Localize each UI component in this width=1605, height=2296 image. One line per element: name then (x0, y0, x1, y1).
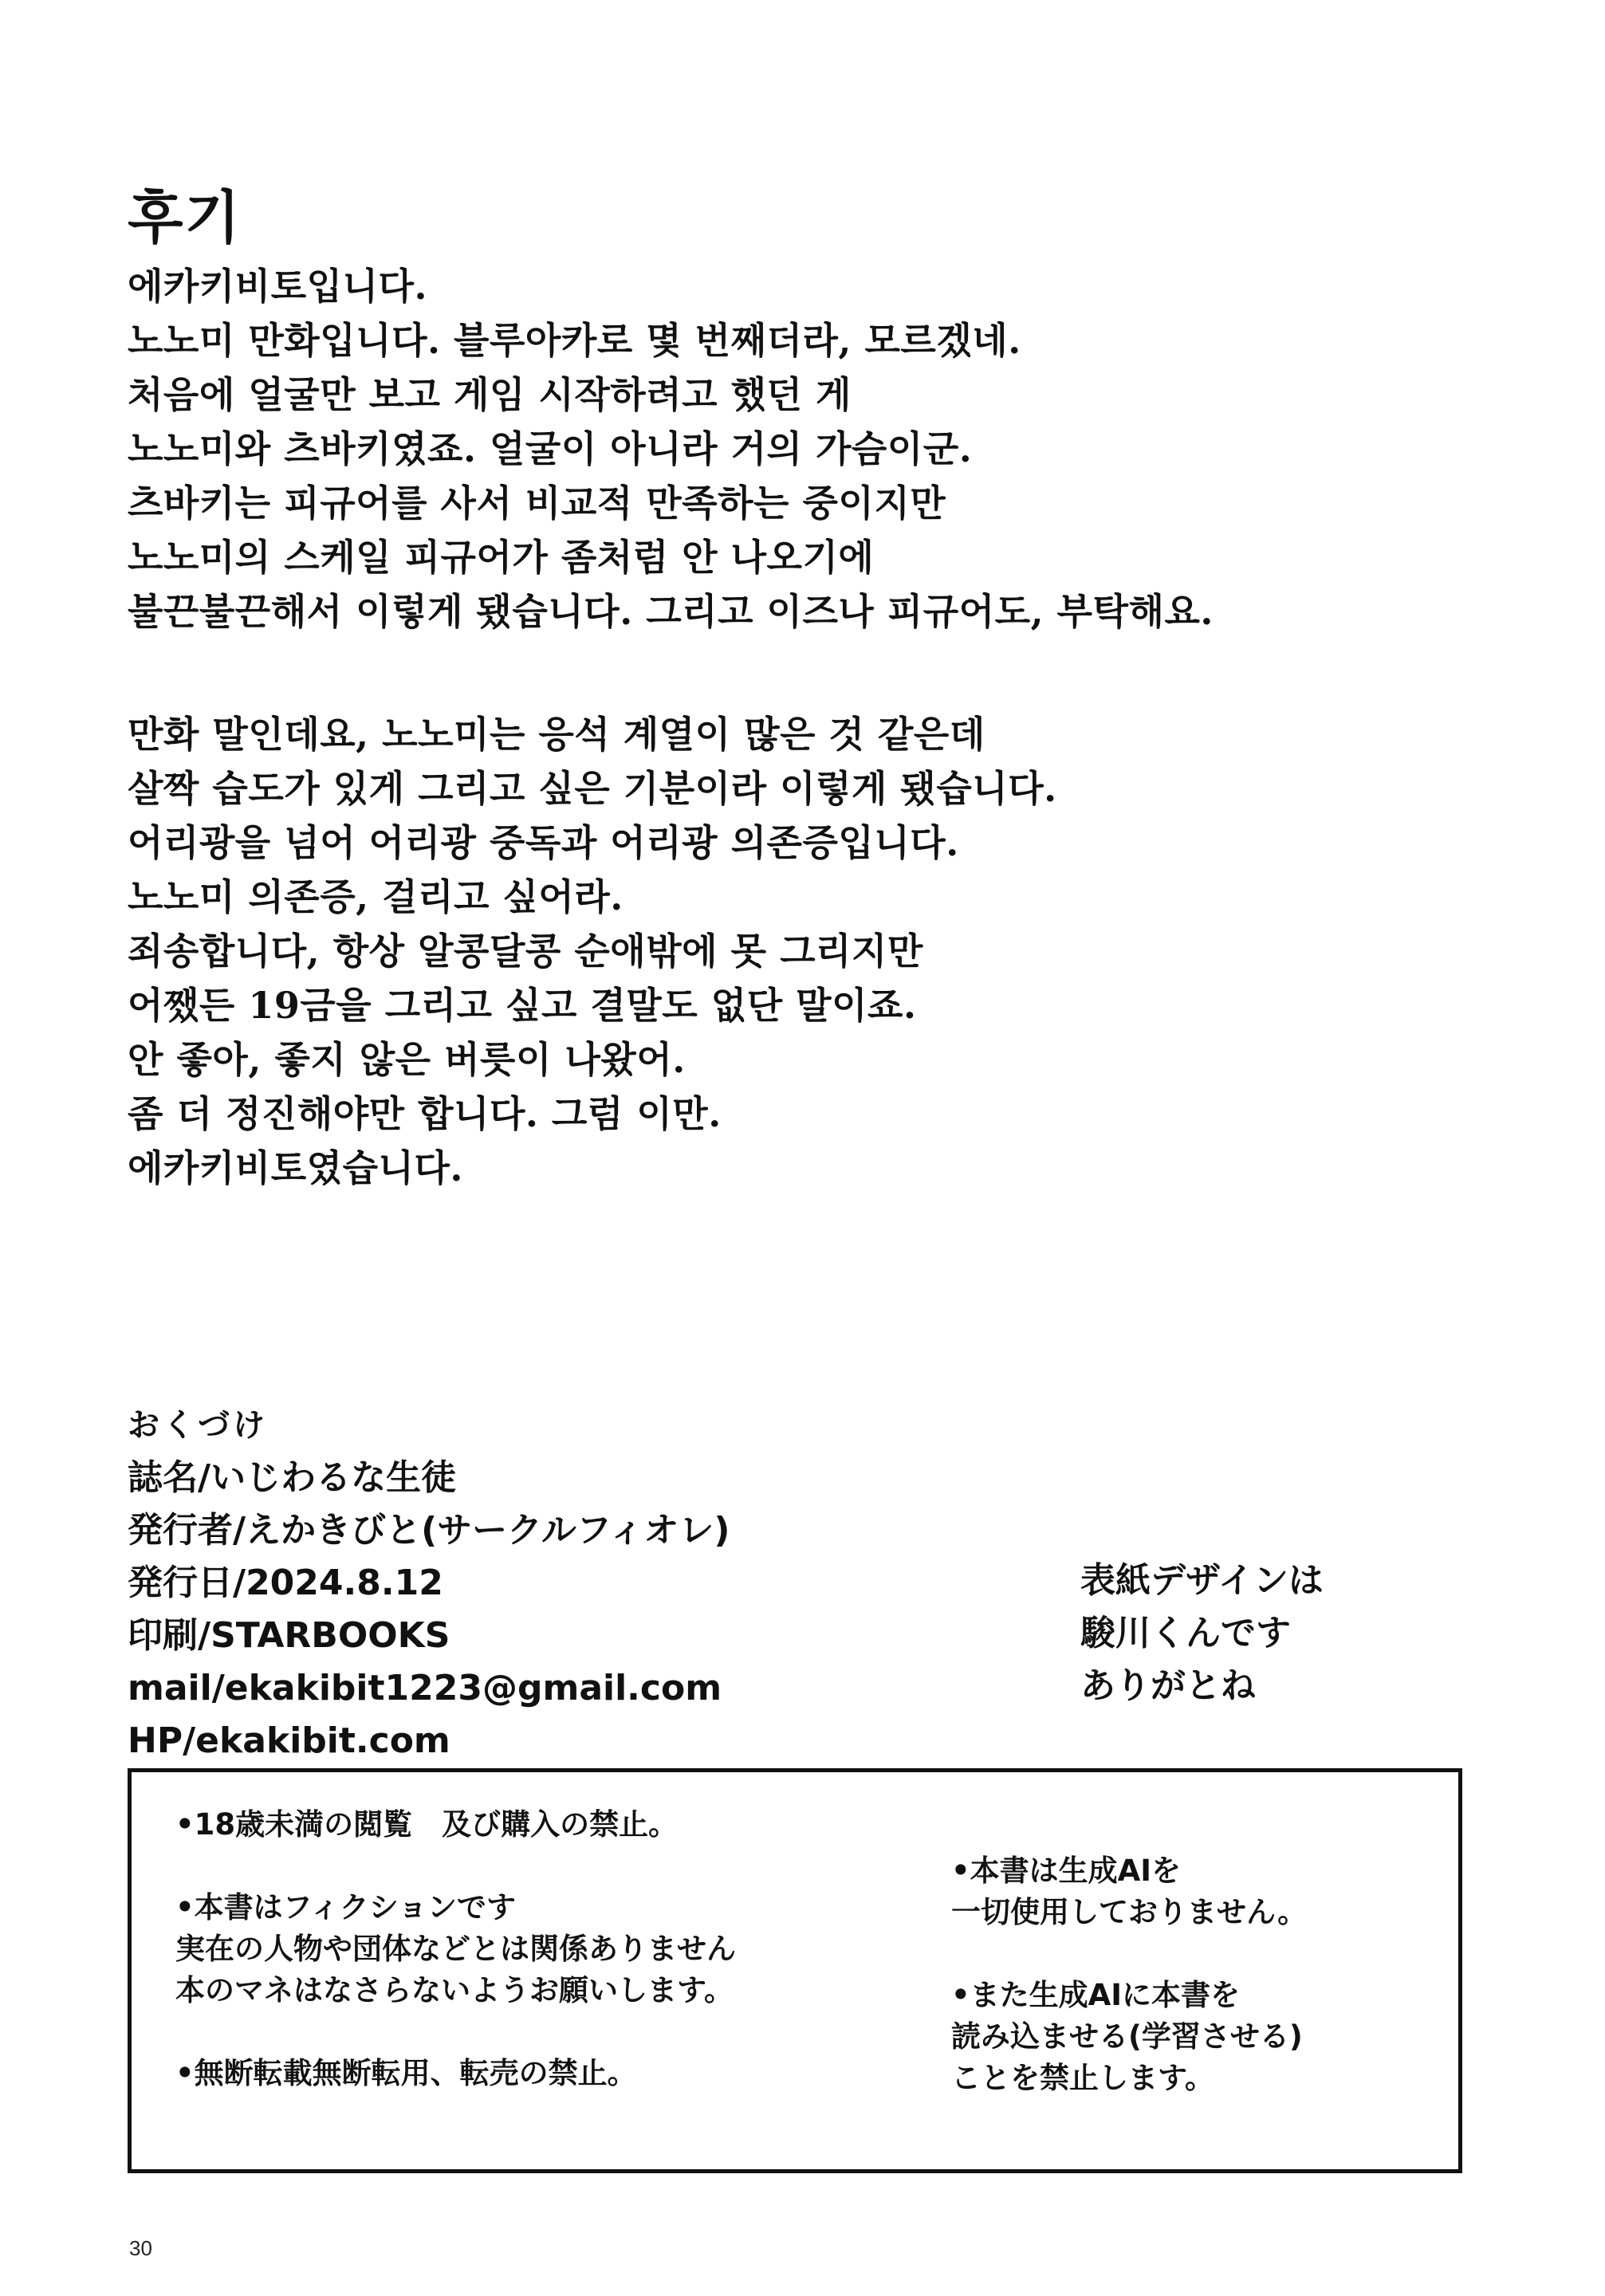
afterword-line: 처음에 얼굴만 보고 게임 시작하려고 했던 게 (128, 372, 852, 416)
afterword-title: 후기 (128, 184, 242, 251)
age-restriction-notice (175, 1804, 736, 1846)
notice-line: •無断転載無断転用、転売の禁止。 (175, 2056, 637, 2090)
notice-line: •本書は生成AIを (951, 1854, 1182, 1888)
afterword-line: 좀 더 정진해야만 합니다. 그럼 이만. (128, 1091, 722, 1135)
reproduction-notice (175, 2053, 736, 2094)
colophon-heading: おくづけ (128, 1407, 268, 1444)
afterword-line: 어리광을 넘어 어리광 중독과 어리광 의존증입니다. (128, 820, 959, 864)
afterword-section (128, 184, 1499, 1195)
colophon-section (128, 1399, 1005, 1767)
notice-line: 実在の人物や団体などとは関係ありません (175, 1932, 736, 1966)
afterword-line: 죄송합니다, 항상 알콩달콩 순애밖에 못 그리지만 (128, 929, 923, 973)
colophon-homepage-line: HP/ekakibit.com (128, 1720, 450, 1761)
credit-line: 表紙デザインは (1080, 1560, 1324, 1601)
colophon-publisher-line: 発行者/えかきびと(サークルフィオレ) (128, 1510, 730, 1551)
afterword-line: 에카키비토였습니다. (128, 1146, 463, 1189)
afterword-line: 노노미 의존증, 걸리고 싶어라. (128, 875, 624, 918)
notice-line: 読み込ませる(学習させる) (951, 2019, 1303, 2054)
colophon-email-line: mail/ekakibit1223@gmail.com (128, 1668, 722, 1708)
notice-line: 一切使用しておりません。 (951, 1895, 1308, 1929)
afterword-line: 츠바키는 피규어를 사서 비교적 만족하는 중이지만 (128, 481, 946, 525)
colophon-printer-line: 印刷/STARBOOKS (128, 1615, 450, 1656)
credit-line: 駿川くんです (1080, 1613, 1291, 1653)
cover-design-credit (1080, 1555, 1324, 1712)
notice-line: •本書はフィクションです (175, 1890, 516, 1924)
no-ai-training-notice (951, 1975, 1307, 2099)
afterword-paragraph-2 (128, 707, 1499, 1195)
notice-line: •また生成AIに本書を (951, 1978, 1241, 2012)
afterword-line: 노노미의 스케일 피규어가 좀처럼 안 나오기에 (128, 535, 875, 579)
afterword-line: 에카키비토입니다. (128, 264, 428, 308)
colophon-date-line: 発行日/2024.8.12 (128, 1563, 443, 1603)
notice-line: •18歳未満の閲覧 及び購入の禁止。 (175, 1807, 679, 1842)
no-ai-used-notice (951, 1850, 1307, 1933)
afterword-line: 불끈불끈해서 이렇게 됐습니다. 그리고 이즈나 피규어도, 부탁해요. (128, 589, 1214, 633)
credit-line: ありがとね (1080, 1665, 1256, 1706)
notice-column-left (175, 1804, 736, 2094)
afterword-line: 만화 말인데요, 노노미는 응석 계열이 많은 것 같은데 (128, 712, 985, 756)
fiction-notice (175, 1887, 736, 2011)
colophon-title-line: 誌名/いじわるな生徒 (128, 1457, 457, 1498)
afterword-line: 어쨌든 19금을 그리고 싶고 결말도 없단 말이죠. (128, 983, 917, 1027)
notice-column-right (951, 1850, 1307, 2099)
afterword-line: 안 좋아, 좋지 않은 버릇이 나왔어. (128, 1037, 686, 1081)
afterword-line: 살짝 습도가 있게 그리고 싶은 기분이라 이렇게 됐습니다. (128, 766, 1057, 810)
notice-box (128, 1768, 1462, 2173)
page-number: 30 (129, 2236, 152, 2260)
notice-line: ことを禁止します。 (951, 2061, 1215, 2095)
afterword-line: 노노미와 츠바키였죠. 얼굴이 아니라 거의 가슴이군. (128, 427, 973, 470)
notice-line: 本のマネはなさらないようお願いします。 (175, 1973, 734, 2007)
afterword-paragraph-1 (128, 259, 1499, 639)
afterword-line: 노노미 만화입니다. 블루아카로 몇 번째더라, 모르겠네. (128, 318, 1021, 362)
